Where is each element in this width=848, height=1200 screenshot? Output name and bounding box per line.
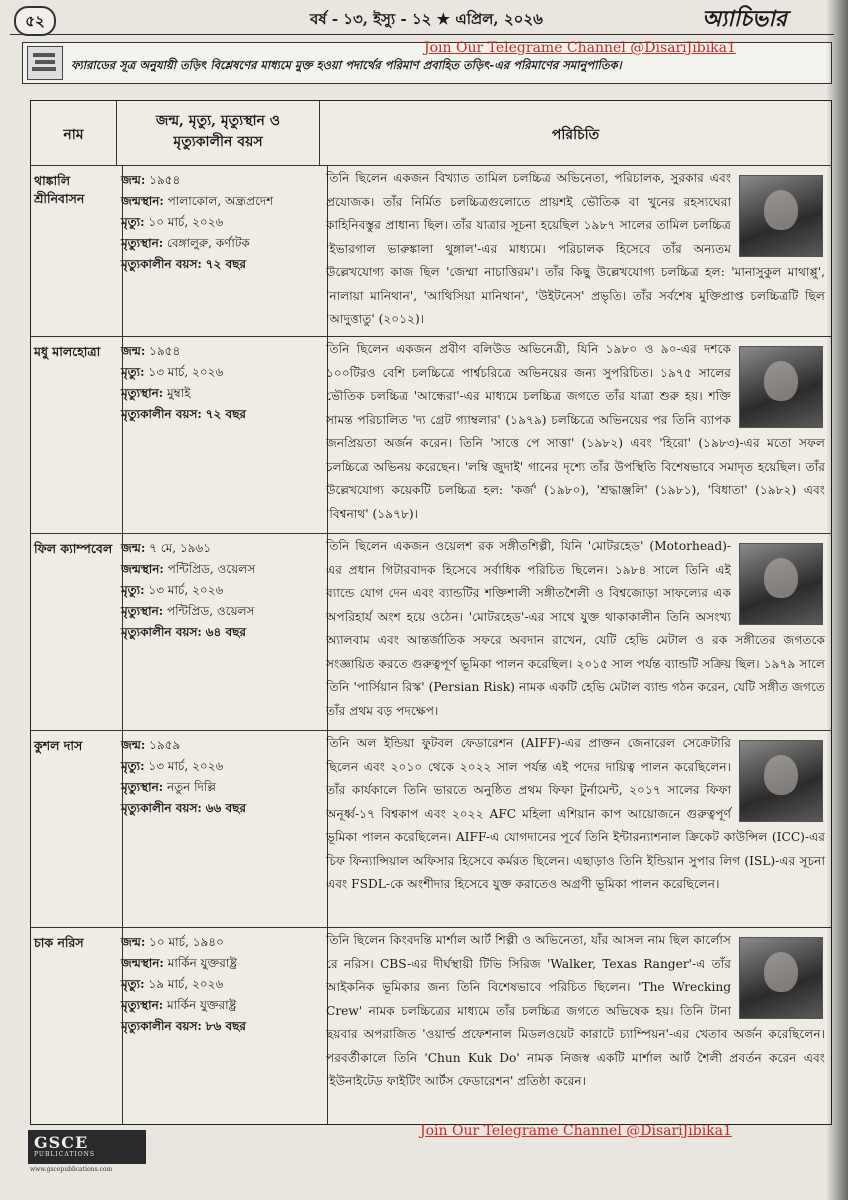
header-meta-line2: মৃত্যুকালীন বয়স xyxy=(173,134,263,150)
table-row xyxy=(31,336,831,533)
portrait-photo xyxy=(739,346,823,428)
intro-text: তিনি ছিলেন একজন প্রবীণ বলিউড অভিনেত্রী, যিনি ১৯৮০ ও ৯০-এর দশকে ১০০টিরও বেশি চলচ্চিত্রে পার্শ্বচরিত্রে অভিনয়ের জন্য সুপরিচিত। ১৯৭৫ সালের ভৌতিক চলচ্চিত্র 'আন্ধেরা'-এর মাধ্যমে চলচ্চিত্র জগতে তাঁর যাত্রা শুরু হয়। শক্তি সামন্ত পরিচালিত 'দ্য গ্রেট গ্যাম্বলার' (১৯৭৯) চলচ্চিত্রে অভিনয়ের পর তিনি ব্যাপক জনপ্রিয়তা অর্জন করেন। তিনি 'সাত্তে পে সাত্তা' (১৯৮২) এবং 'হিরো' (১৯৮৩)-এর মতো সফল চলচ্চিত্রে অভিনয় করেছেন। 'লম্বি জুদাই' গানের দৃশ্যে তাঁর উপস্থিতি বিশেষভাবে সমাদৃত হয়েছিল। তাঁর উল্লেখযোগ্য কয়েকটি চলচ্চিত্র হল: 'কর্জ' (১৯৮০), 'শ্রদ্ধাঞ্জলি' (১৯৮১), 'বিধাতা' (১৯৮২) এবং 'বিশ্বনাথ' (১৯৭৮)। xyxy=(326,342,825,521)
person-name: মধু মালহোত্রা xyxy=(31,337,123,533)
issue-info: বর্ষ - ১৩, ইস্যু - ১২ ★ এপ্রিল, ২০২৬ xyxy=(310,10,543,28)
publisher-url: www.gscepublications.com xyxy=(30,1166,113,1173)
birth-value: ৭ মে, ১৯৬১ xyxy=(149,541,212,555)
age-value: ৭২ বছর xyxy=(205,407,247,421)
death-value: ১৯ মার্চ, ২০২৬ xyxy=(148,977,224,991)
birthplace-value: পালাকোল, অন্ধ্রপ্রদেশ xyxy=(167,194,274,208)
table-row xyxy=(31,165,831,336)
person-name: থাঙ্কালি শ্রীনিবাসন xyxy=(31,166,123,336)
person-intro xyxy=(320,534,831,730)
fact-tip-text: ফ্যারাডের সূত্র অনুযায়ী তড়িৎ বিশ্লেষণের মাধ্যমে মুক্ত হওয়া পদার্থের পরিমাণ প্রবাহিত তড়িৎ-এর পরিমাণের সমানুপাতিক। xyxy=(71,58,622,72)
person-name: কুশল দাস xyxy=(31,731,123,927)
page-header xyxy=(0,0,848,40)
birth-value: ১৯৫৪ xyxy=(149,344,181,358)
header-divider xyxy=(10,34,834,35)
death-value: ১০ মার্চ, ২০২৬ xyxy=(148,215,224,229)
book-stack-icon xyxy=(27,46,63,80)
header-meta-line1: জন্ম, মৃত্যু, মৃত্যুস্থান ও xyxy=(155,113,281,129)
logo-subtitle: PUBLICATIONS xyxy=(34,1151,95,1158)
birth-value: ১০ মার্চ, ১৯৪০ xyxy=(149,935,224,949)
birthplace-value: পন্টিপ্রিড, ওয়েলস xyxy=(167,562,256,576)
person-name: ফিল ক্যাম্পবেল xyxy=(31,534,123,730)
person-intro xyxy=(320,166,831,336)
table-row xyxy=(31,927,831,1124)
deathplace-value: মার্কিন যুক্তরাষ্ট্র xyxy=(167,998,237,1012)
header-intro: পরিচিতি xyxy=(551,127,600,143)
person-meta: জন্ম: ১৯৫৪ মৃত্যু: ১৩ মার্চ, ২০২৬ মৃত্যুস্থান: মুম্বাই মৃত্যুকালীন বয়স: ৭২ বছর xyxy=(117,337,328,533)
person-meta: জন্ম: ১০ মার্চ, ১৯৪০ জন্মস্থান: মার্কিন যুক্তরাষ্ট্র মৃত্যু: ১৯ মার্চ, ২০২৬ মৃত্যুস্থান: মার্কিন যুক্তরাষ্ট্র মৃত্যুকালীন বয়স: ৮৬ বছর xyxy=(117,928,328,1124)
deathplace-value: পন্টিপ্রিড, ওয়েলস xyxy=(167,604,255,618)
intro-text: তিনি ছিলেন একজন বিখ্যাত তামিল চলচ্চিত্র অভিনেতা, পরিচালক, সুরকার এবং প্রযোজক। তাঁর নির্মিত চলচ্চিত্রগুলোতে প্রায়শই ভৌতিক বা খুনের রহস্যঘেরা কাহিনিবস্তুর প্রাধান্য ছিল। তাঁর যাত্রার সূচনা হয়েছিল ১৯৮৭ সালের তামিল চলচ্চিত্র 'ইভারগাল ভারুঙ্কালা থুঙ্গাল'-এর মাধ্যমে। পরিচালক হিসেবে তাঁর অন্যতম উল্লেখযোগ্য কাজ ছিল 'জেম্মা নাচাত্তিরম'। তাঁর কিছু উল্লেখযোগ্য চলচ্চিত্র হল: 'মানাসুকুল মাথাপ্পু', 'নালায়া মানিথান', 'আথিসিয়া মানিথান', 'উইটনেস' প্রভৃতি। তাঁর সর্বশেষ মুক্তিপ্রাপ্ত চলচ্চিত্রটি ছিল 'আদুত্তাতু' (২০১২)। xyxy=(326,171,825,326)
age-value: ৬৪ বছর xyxy=(205,625,246,639)
portrait-photo xyxy=(739,937,823,1019)
age-value: ৮৬ বছর xyxy=(205,1019,246,1033)
table-header-row xyxy=(31,101,831,165)
header-name: নাম xyxy=(31,101,117,165)
portrait-photo xyxy=(739,740,823,822)
header-meta xyxy=(117,101,320,165)
deathplace-value: মুম্বাই xyxy=(167,386,191,400)
person-meta: জন্ম: ৭ মে, ১৯৬১ জন্মস্থান: পন্টিপ্রিড, ওয়েলস মৃত্যু: ১৩ মার্চ, ২০২৬ মৃত্যুস্থান: পন্টিপ্রিড, ওয়েলস মৃত্যুকালীন বয়স: ৬৪ বছর xyxy=(117,534,328,730)
logo-text: GSCE xyxy=(34,1133,89,1152)
table-row xyxy=(31,730,831,927)
person-intro xyxy=(320,731,831,927)
birthplace-value: মার্কিন যুক্তরাষ্ট্র xyxy=(167,956,237,970)
intro-text: তিনি ছিলেন একজন ওয়েলশ রক সঙ্গীতশিল্পী, যিনি 'মোটরহেড' (Motorhead)-এর প্রধান গিটারবাদক হিসেবে সর্বাধিক পরিচিত ছিলেন। ১৯৮৪ সালে তিনি এই ব্যান্ডে যোগ দেন এবং ব্যান্ডটির শক্তিশালী সঙ্গীতশৈলী ও বিশ্বজোড়া সাফল্যের এক অপরিহার্য অংশ হয়ে ওঠেন। 'মোটরহেড'-এর সাথে যুক্ত থাকাকালীন তিনি অসংখ্য অ্যালবাম এবং আন্তর্জাতিক সফরে অবদান রাখেন, যেটি হেভি মেটাল ও রক সঙ্গীতের জগতকে সংজ্ঞায়িত করতে গুরুত্বপূর্ণ ভূমিকা পালন করেছিল। ২০১৫ সাল পর্যন্ত ব্যান্ডটি সক্রিয় ছিল। ১৯৭৯ সালে তিনি 'পার্সিয়ান রিস্ক' (Persian Risk) নামক একটি হেভি মেটাল ব্যান্ড গঠন করেন, যেটি সঙ্গীত জগতে তাঁর প্রথম বড় পদক্ষেপ। xyxy=(326,539,825,718)
birth-value: ১৯৫৯ xyxy=(149,738,181,752)
person-intro xyxy=(320,928,831,1124)
intro-text: তিনি অল ইন্ডিয়া ফুটবল ফেডারেশন (AIFF)-এর প্রাক্তন জেনারেল সেক্রেটারি ছিলেন এবং ২০১০ থেকে ২০২২ সাল পর্যন্ত এই পদের দায়িত্ব পালন করেছিলেন। তাঁর কার্যকালে তিনি ভারতে অনুষ্ঠিত প্রথম ফিফা টুর্নামেন্ট, ২০১৭ সালের ফিফা অনূর্ধ্ব-১৭ বিশ্বকাপ এবং ২০২২ AFC মহিলা এশিয়ান কাপ আয়োজনে গুরুত্বপূর্ণ ভূমিকা পালন করেছিলেন। AIFF-এ যোগদানের পূর্বে তিনি ইন্টারন্যাশনাল ক্রিকেট কাউন্সিল (ICC)-এর চিফ ফিন্যান্সিয়াল অফিসার হিসেবে কর্মরত ছিলেন। এছাড়াও তিনি ইন্ডিয়ান সুপার লিগ (ISL)-এর সূচনা এবং FSDL-কে অংশীদার হিসেবে যুক্ত করাতেও অগ্রণী ভূমিকা পালন করেছিলেন। xyxy=(326,736,825,891)
deathplace-value: নতুন দিল্লি xyxy=(167,780,216,794)
death-value: ১৩ মার্চ, ২০২৬ xyxy=(148,759,224,773)
birth-value: ১৯৫৪ xyxy=(149,173,181,187)
intro-text: তিনি ছিলেন কিংবদন্তি মার্শাল আর্ট শিল্পী ও অভিনেতা, যাঁর আসল নাম ছিল কার্লোস রে নরিস। CBS-এর দীর্ঘস্থায়ী টিভি সিরিজ 'Walker, Texas Ranger'-এ তাঁর আইকনিক ভূমিকার জন্য তিনি বিশেষভাবে পরিচিত ছিলেন। 'The Wrecking Crew' নামক চলচ্চিত্রের মাধ্যমে তাঁর চলচ্চিত্র জগতে অভিষেক হয়। তিনি টানা ছয়বার অপরাজিত 'ওয়ার্ল্ড প্রফেশনাল মিডলওয়েট কারাটে চ্যাম্পিয়ন'-এর খেতাব অর্জন করেছিলেন। পরবর্তীকালে তিনি 'Chun Kuk Do' নামক নিজস্ব একটি মার্শাল আর্ট শৈলী প্রবর্তন করেন এবং 'ইউনাইটেড ফাইটিং আর্টস ফেডারেশন' প্রতিষ্ঠা করেন। xyxy=(326,933,825,1088)
person-name: চাক নরিস xyxy=(31,928,123,1124)
telegram-watermark-top: Join Our Telegrame Channel @DisariJibika1 xyxy=(424,40,736,56)
page-number: ৫২ xyxy=(14,6,56,36)
telegram-watermark-bottom: Join Our Telegrame Channel @DisariJibika1 xyxy=(420,1123,732,1139)
age-value: ৬৬ বছর xyxy=(205,801,247,815)
obituary-table xyxy=(30,100,832,1125)
table-row xyxy=(31,533,831,730)
death-value: ১৩ মার্চ, ২০২৬ xyxy=(148,583,224,597)
portrait-photo xyxy=(739,543,823,625)
age-value: ৭২ বছর xyxy=(205,257,247,271)
deathplace-value: বেঙ্গালুরু, কর্ণাটক xyxy=(167,236,250,250)
person-meta: জন্ম: ১৯৫৯ মৃত্যু: ১৩ মার্চ, ২০২৬ মৃত্যুস্থান: নতুন দিল্লি মৃত্যুকালীন বয়স: ৬৬ বছর xyxy=(117,731,328,927)
portrait-photo xyxy=(739,175,823,257)
death-value: ১৩ মার্চ, ২০২৬ xyxy=(148,365,224,379)
publisher-logo xyxy=(28,1130,146,1173)
person-intro xyxy=(320,337,831,533)
section-title: অ্যাচিভার xyxy=(702,6,787,32)
page-edge-shadow xyxy=(826,0,848,1200)
person-meta: জন্ম: ১৯৫৪ জন্মস্থান: পালাকোল, অন্ধ্রপ্রদেশ মৃত্যু: ১০ মার্চ, ২০২৬ মৃত্যুস্থান: বেঙ্গালুরু, কর্ণাটক মৃত্যুকালীন বয়স: ৭২ বছর xyxy=(117,166,328,336)
